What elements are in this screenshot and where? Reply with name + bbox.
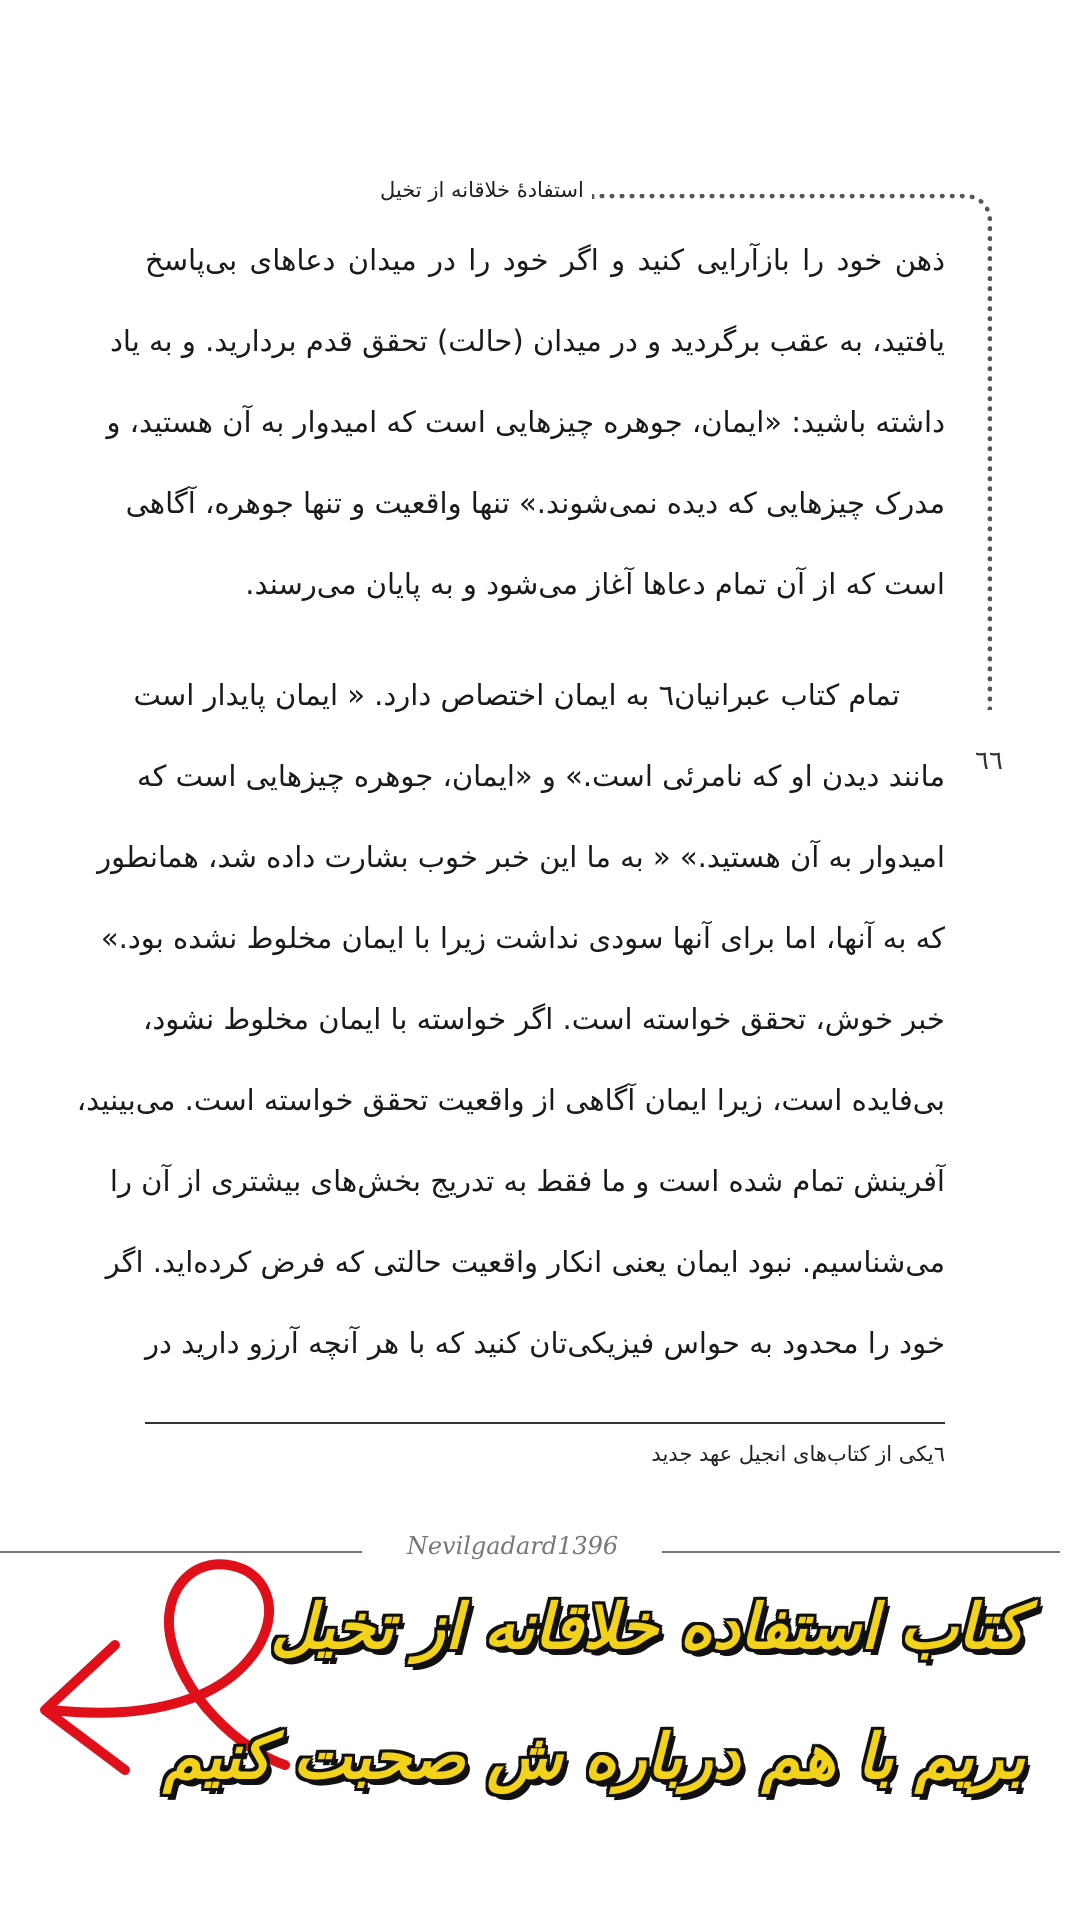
paragraph-2 [76, 655, 945, 1384]
watermark: Nevilgadard1396 [406, 1532, 619, 1560]
divider-right [662, 1551, 1060, 1553]
line-text: داشته باشید: «ایمان، جوهره چیزهایی است که امیدوار به آن هستید، و [106, 405, 945, 439]
text-line [137, 736, 945, 817]
promo-line-2: بریم با هم درباره ش صحبت کنیم [163, 1720, 1025, 1793]
line-text: مدرک چیزهایی که دیده نمی‌شوند.» تنها واقعیت و تنها جوهره، آگاهی [125, 486, 945, 520]
text-line [145, 1303, 945, 1384]
text-line [142, 979, 945, 1060]
text-line [97, 817, 945, 898]
text-line [145, 220, 945, 301]
line-text: آفرینش تمام شده است و ما فقط به تدریج بخش‌های بیشتری از آن را [109, 1164, 945, 1198]
line-text: خبر خوش، تحقق خواسته است. اگر خواسته با ایمان مخلوط نشود، [142, 1002, 945, 1036]
line-text: یافتید، به عقب برگردید و در میدان (حالت) تحقق قدم بردارید. و به یاد [109, 324, 945, 358]
text-line [105, 1222, 945, 1303]
text-line [106, 382, 945, 463]
line-text: ذهن خود را بازآرایی کنید و اگر خود را در میدان دعاهای بی‌پاسخ [145, 243, 945, 277]
line-text: امیدوار به آن هستید.» « به ما این خبر خوب بشارت داده شد، همانطور [97, 840, 945, 874]
line-text: مانند دیدن او که نامرئی است.» و «ایمان، جوهره چیزهایی است که [137, 759, 945, 793]
text-line [133, 655, 945, 736]
paragraph-1 [106, 220, 945, 625]
page-number: ٦٦ [975, 746, 1003, 776]
footnote: ٦یکی از کتاب‌های انجیل عهد جدید [651, 1442, 945, 1466]
text-line [109, 1141, 945, 1222]
line-text: بی‌فایده است، زیرا ایمان آگاهی از واقعیت تحقق خواسته است. می‌بینید، [76, 1083, 945, 1117]
text-line [100, 898, 945, 979]
text-line [109, 301, 945, 382]
promo-line-1: کتاب استفاده خلاقانه از تخیل [270, 1590, 1025, 1663]
footnote-rule [145, 1422, 945, 1424]
line-text: تمام کتاب عبرانیان٦ به ایمان اختصاص دارد. « ایمان پایدار است [133, 678, 900, 712]
line-text: می‌شناسیم. نبود ایمان یعنی انکار واقعیت حالتی که فرض کرده‌اید. اگر [105, 1245, 945, 1279]
text-line [145, 544, 945, 625]
line-text: است که از آن تمام دعاها آغاز می‌شود و به پایان می‌رسند. [245, 567, 945, 601]
line-text: خود را محدود به حواس فیزیکی‌تان کنید که با هر آنچه آرزو دارید در [145, 1326, 945, 1360]
text-line [76, 1060, 945, 1141]
line-text: که به آنها، اما برای آنها سودی نداشت زیرا با ایمان مخلوط نشده بود.» [100, 921, 945, 955]
text-line [125, 463, 945, 544]
page-header: استفادهٔ خلاقانه از تخیل [380, 178, 584, 202]
